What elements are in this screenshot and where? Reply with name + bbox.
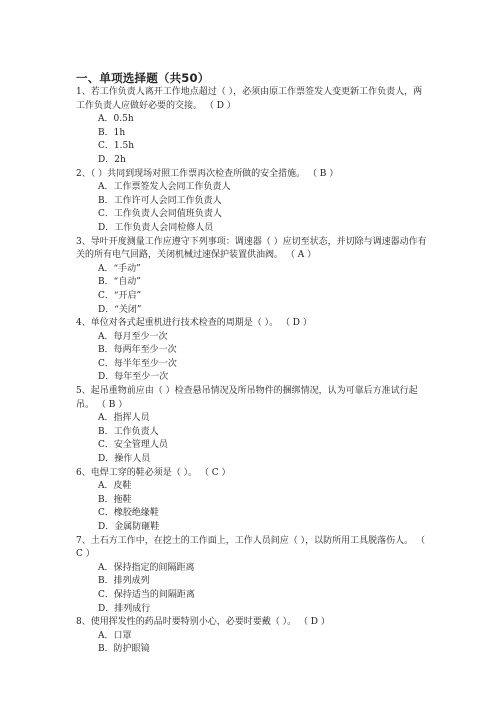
question-5-stem: 5、起吊重物前应由（ ）检查悬吊情况及所吊物件的捆绑情况，认为可靠后方准试行起吊。 （ B ） bbox=[76, 386, 418, 410]
question-1-stem: 1、若工作负责人离开工作地点超过（ ），必须由原工作票签发人变更新工作负责人，两工作负责人应做好必要的交接。 （ D ） bbox=[76, 87, 423, 111]
question-4-option-c: C．每半年至少一次 bbox=[98, 358, 177, 369]
question-7-stem: 7、土石方工作中，在挖土的工作面上，工作人员间应（ ），以防所用工具脱落伤人。 （ C ） bbox=[76, 535, 425, 560]
question-3-option-b: B．“自动” bbox=[98, 277, 141, 288]
question-2-option-b: B．工作许可人会同工作负责人 bbox=[98, 195, 222, 206]
question-1-option-b: B．1h bbox=[98, 127, 126, 138]
question-1-option-c: C．1.5h bbox=[98, 141, 134, 152]
question-6-stem: 6、电焊工穿的鞋必须是（ ）。 （ C ） bbox=[76, 467, 231, 478]
question-3-option-a: A．“手动” bbox=[98, 263, 141, 274]
question-1-option-d: D．2h bbox=[98, 154, 126, 165]
question-3-stem: 3、导叶开度测量工作应遵守下列事项：调速器（ ）应切至状态，并切除与调速器动作有关的所有电气回路，关闭机械过速保护装置供油阀。 （ A ） bbox=[76, 236, 427, 261]
question-6-option-d: D．金属防砸鞋 bbox=[98, 522, 160, 532]
question-7-option-b: B．排列成列 bbox=[98, 576, 150, 587]
question-4-option-d: D．每年至少一次 bbox=[98, 372, 169, 383]
question-8-stem: 8、使用挥发性的药品时要特别小心，必要时要戴（ ）。 （ D ） bbox=[76, 617, 330, 628]
question-5-option-b: B．工作负责人 bbox=[98, 426, 159, 437]
question-6-option-b: B．拖鞋 bbox=[98, 494, 132, 505]
question-6-option-a: A．皮鞋 bbox=[98, 481, 132, 492]
question-8-option-a: A．口罩 bbox=[98, 630, 132, 641]
question-2-option-d: D．工作负责人会同检修人员 bbox=[98, 222, 214, 233]
question-5-option-d: D．操作人员 bbox=[98, 454, 151, 465]
question-4-option-a: A．每月至少一次 bbox=[98, 331, 168, 342]
question-6-option-c: C．橡胶绝缘鞋 bbox=[98, 508, 159, 519]
question-7-option-c: C．保持适当的间隔距离 bbox=[98, 589, 195, 600]
question-3-option-c: C．“开启” bbox=[98, 290, 142, 301]
question-5-option-c: C．安全管理人员 bbox=[98, 440, 168, 451]
question-7-option-d: D．排列成行 bbox=[98, 603, 151, 614]
section-title: 一、单项选择题（共50） bbox=[76, 71, 210, 85]
question-3-option-d: D．“关闭” bbox=[98, 304, 142, 315]
question-2-option-c: C．工作负责人会同值班负责人 bbox=[98, 209, 222, 220]
question-4-option-b: B．每两年至少一次 bbox=[98, 345, 177, 356]
question-2-stem: 2、（ ）共同到现场对照工作票再次检查所做的安全措施。 （ B ） bbox=[76, 168, 339, 179]
question-5-option-a: A．指挥人员 bbox=[98, 413, 150, 424]
question-8-option-b: B．防护眼镜 bbox=[98, 644, 150, 655]
question-4-stem: 4、单位对各式起重机进行技术检查的周期是（ ）。 （ D ） bbox=[76, 318, 312, 329]
question-2-option-a: A．工作票签发人会同工作负责人 bbox=[98, 182, 231, 193]
question-1-option-a: A．0.5h bbox=[98, 114, 134, 125]
question-7-option-a: A．保持指定的间隔距离 bbox=[98, 562, 195, 573]
question-list bbox=[76, 86, 428, 657]
